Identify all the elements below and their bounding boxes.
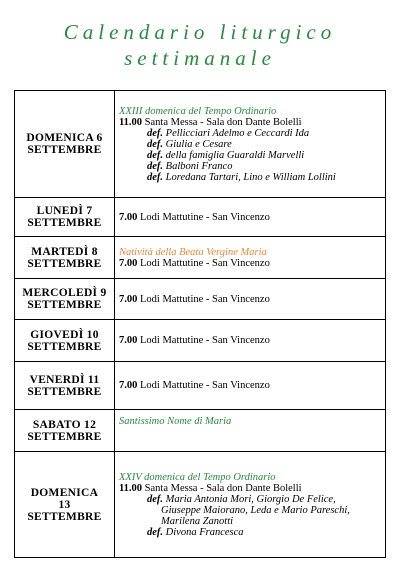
feast-label: XXIII domenica del Tempo Ordinario — [119, 105, 277, 117]
feast-label: Santissimo Nome di Maria — [119, 416, 232, 427]
intention-text: della famiglia Guaraldi Marvelli — [163, 149, 305, 161]
intention-line — [119, 494, 385, 505]
page-title-line1: Calendario liturgico — [63, 20, 337, 44]
day-month: SETTEMBRE — [27, 510, 102, 523]
intention-prefix: def. — [147, 493, 164, 505]
feast-label: Natività della Beata Vergine Maria — [119, 246, 267, 258]
day-name: MERCOLEDÌ 9 — [22, 287, 107, 299]
intention-prefix: def. — [147, 160, 164, 172]
day-month: SETTEMBRE — [27, 217, 102, 229]
page-title-line2: settimanale — [124, 46, 276, 70]
event-text: Lodi Mattutine - San Vincenzo — [137, 257, 270, 269]
day-name: VENERDÌ 11 — [29, 373, 100, 386]
day-name: SABATO 12 — [32, 418, 97, 431]
event-line — [119, 117, 385, 128]
intention-line — [119, 505, 385, 516]
intention-text: Divona Francesca — [163, 526, 244, 538]
calendar-row — [15, 198, 386, 237]
calendar-row — [15, 320, 386, 362]
calendar-row — [15, 279, 386, 320]
day-cell — [15, 362, 115, 410]
day-cell — [15, 279, 115, 320]
intention-prefix: def. — [147, 171, 164, 183]
events-cell — [115, 362, 386, 410]
intention-prefix: def. — [147, 127, 164, 139]
day-month: SETTEMBRE — [27, 430, 102, 443]
event-time: 7.00 — [119, 257, 138, 269]
calendar-row — [15, 410, 386, 452]
day-cell — [15, 320, 115, 362]
day-cell — [15, 452, 115, 558]
event-text: Santa Messa - Sala don Dante Bolelli — [142, 482, 302, 494]
events-cell — [115, 320, 386, 362]
day-name: LUNEDÌ 7 — [36, 205, 93, 217]
intention-text: Pellicciari Adelmo e Ceccardi Ida — [163, 127, 310, 139]
event-line — [119, 483, 385, 494]
event-line — [119, 212, 385, 223]
intention-line — [119, 516, 385, 527]
day-name: DOMENICA — [30, 486, 99, 499]
day-name: DOMENICA 6 — [26, 132, 103, 144]
intention-line — [119, 161, 385, 172]
event-time: 7.00 — [119, 211, 138, 223]
day-cell — [15, 410, 115, 452]
day-name: MARTEDÌ 8 — [31, 245, 98, 258]
intention-text: Giuseppe Maiorano, Leda e Mario Pareschi, — [161, 504, 350, 516]
day-month: SETTEMBRE — [27, 144, 102, 156]
calendar-row — [15, 91, 386, 198]
calendar-row — [15, 452, 386, 558]
day-cell — [15, 91, 115, 198]
event-time: 7.00 — [119, 335, 138, 346]
event-text: Santa Messa - Sala don Dante Bolelli — [142, 116, 302, 128]
calendar-table — [14, 90, 386, 558]
day-cell — [15, 237, 115, 279]
event-text: Lodi Mattutine - San Vincenzo — [137, 211, 270, 223]
events-cell — [115, 452, 386, 558]
intention-prefix: def. — [147, 526, 164, 538]
events-cell — [115, 237, 386, 279]
event-time: 7.00 — [119, 380, 138, 391]
day-month: SETTEMBRE — [27, 299, 102, 311]
day-month: SETTEMBRE — [27, 257, 102, 270]
intention-line — [119, 150, 385, 161]
event-time: 11.00 — [119, 482, 143, 494]
intention-line — [119, 172, 385, 183]
day-number: 13 — [58, 498, 71, 511]
event-text: Lodi Mattutine - San Vincenzo — [137, 380, 270, 391]
intention-text: Balboni Franco — [163, 160, 233, 172]
event-line — [119, 258, 385, 269]
intention-line — [119, 527, 385, 538]
intention-text: Maria Antonia Mori, Giorgio De Felice, — [163, 493, 336, 505]
intention-text: Giulia e Cesare — [163, 138, 232, 150]
calendar-row — [15, 362, 386, 410]
event-line — [119, 380, 385, 391]
event-text: Lodi Mattutine - San Vincenzo — [137, 293, 270, 305]
intention-prefix: def. — [147, 149, 164, 161]
events-cell — [115, 91, 386, 198]
intention-text: Marilena Zanotti — [161, 515, 234, 527]
intention-text: Loredana Tartari, Lino e William Lollini — [163, 171, 336, 183]
intention-line — [119, 128, 385, 139]
day-cell — [15, 198, 115, 237]
calendar-row — [15, 237, 386, 279]
event-time: 7.00 — [119, 293, 138, 305]
events-cell — [115, 410, 386, 452]
event-line — [119, 335, 385, 346]
event-time: 11.00 — [119, 116, 143, 128]
day-month: SETTEMBRE — [27, 385, 102, 398]
day-name: GIOVEDÌ 10 — [30, 328, 99, 341]
events-cell — [115, 279, 386, 320]
event-line — [119, 294, 385, 305]
event-text: Lodi Mattutine - San Vincenzo — [137, 335, 270, 346]
intention-prefix: def. — [147, 138, 164, 150]
intention-line — [119, 139, 385, 150]
day-month: SETTEMBRE — [27, 340, 102, 353]
events-cell — [115, 198, 386, 237]
feast-label: XXIV domenica del Tempo Ordinario — [119, 471, 276, 483]
